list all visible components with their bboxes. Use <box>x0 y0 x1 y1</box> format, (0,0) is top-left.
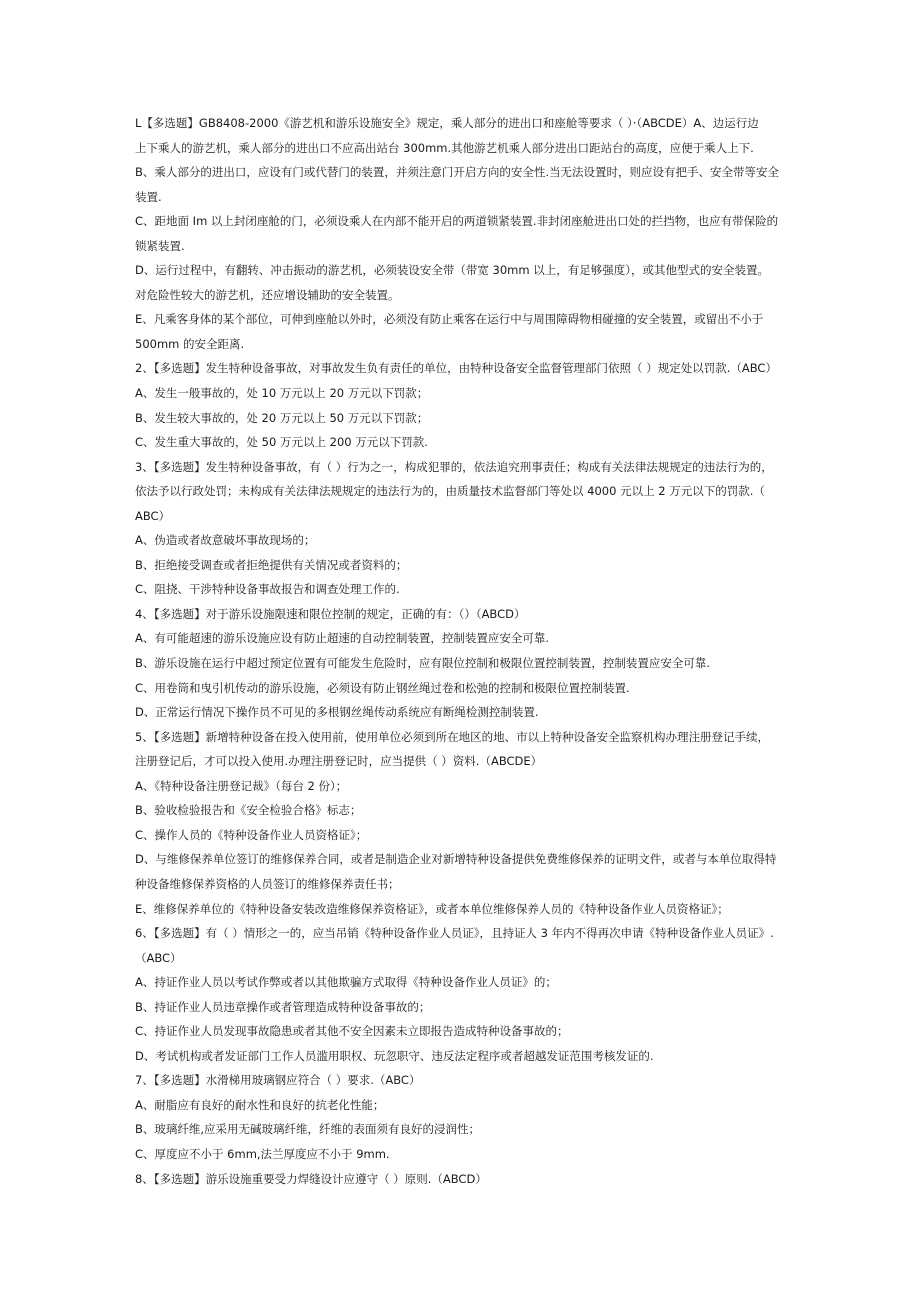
text-line: D、与维修保养单位签订的维修保养合同，或者是制造企业对新增特种设备提供免费维修保养的证明文件，或者与本单位取得特 <box>135 852 777 867</box>
text-line: C、阻挠、干涉特种设备事故报告和调查处理工作的. <box>135 582 400 597</box>
text-line: C、持证作业人员发现事故隐患或者其他不安全因素未立即报告造成特种设备事故的； <box>135 1024 569 1039</box>
text-line: 3、【多选题】发生特种设备事故，有（ ）行为之一，构成犯罪的，依法追究刑事责任；构成有关法律法规规定的违法行为的， <box>135 459 773 474</box>
text-line: E、凡乘客身体的某个部位，可伸到座舱以外时，必须没有防止乘客在运行中与周围障碍物相碰撞的安全装置，或留出不小于 <box>135 312 764 327</box>
text-line: E、维修保养单位的《特种设备安装改造维修保养资格证》，或者本单位维修保养人员的《特种设备作业人员资格证》； <box>135 901 729 916</box>
text-line: L【多选题】GB8408-2000《游艺机和游乐设施安全》规定，乘人部分的进出口和座舱等要求（ ）·（ABCDE）A、边运行边 <box>135 116 759 130</box>
text-line: A、发生一般事故的，处 10 万元以上 20 万元以下罚款； <box>135 386 429 401</box>
document-body <box>135 111 795 1191</box>
text-line: B、乘人部分的进出口，应设有门或代替门的装置，并须注意门开启方向的安全性.当无法设置时，则应设有把手、安全带等安全 <box>135 165 780 180</box>
text-line: 对危险性较大的游艺机，还应增设辅助的安全装置。 <box>135 287 400 302</box>
text-line: 8、【多选题】游乐设施重要受力焊缝设计应遵守（ ）原则.（ABCD） <box>135 1171 487 1186</box>
text-line: B、发生较大事故的，处 20 万元以上 50 万元以下罚款； <box>135 410 429 425</box>
text-line: A、《特种设备注册登记裁》（每台 2 份）； <box>135 778 348 793</box>
text-line: 依法予以行政处罚；未构成有关法律法规规定的违法行为的，由质量技术监督部门等处以 4000 元以上 2 万元以下的罚款.（ <box>135 484 765 499</box>
text-line: D、运行过程中，有翻转、冲击振动的游艺机，必须装设安全带（带宽 30mm 以上，有足够强度），或其他型式的安全装置。 <box>135 263 769 278</box>
text-line: 装置. <box>135 189 162 204</box>
text-line: ABC） <box>135 508 171 523</box>
text-line: B、持证作业人员违章操作或者管理造成特种设备事故的； <box>135 999 431 1014</box>
text-line: A、持证作业人员以考试作弊或者以其他欺骗方式取得《特种设备作业人员证》的； <box>135 975 557 990</box>
text-line: 注册登记后，才可以投入使用.办理注册登记时，应当提供（ ）资料.（ABCDE） <box>135 754 543 769</box>
text-line: 6、【多选题】有（ ）情形之一的，应当吊销《特种设备作业人员证》，且持证人 3 年内不得再次申请《特种设备作业人员证》. <box>135 926 774 941</box>
text-line: 锁紧装置. <box>135 238 185 253</box>
text-line: B、游乐设施在运行中超过预定位置有可能发生危险时，应有限位控制和极限位置控制装置，控制装置应安全可靠. <box>135 656 711 671</box>
text-line: 5、【多选题】新增特种设备在投入使用前，使用单位必须到所在地区的地、市以上特种设备安全监察机构办理注册登记手续， <box>135 729 770 744</box>
text-line: C、厚度应不小于 6mm,法兰厚度应不小于 9mm. <box>135 1146 390 1161</box>
text-line: A、耐脂应有良好的耐水性和良好的抗老化性能； <box>135 1097 385 1112</box>
text-line: B、验收检验报告和《安全检验合格》标志； <box>135 803 362 818</box>
text-line: （ABC） <box>135 950 182 965</box>
text-line: D、正常运行情况下操作员不可见的多根钢丝绳传动系统应有断绳检测控制装置. <box>135 705 539 720</box>
text-line: C、发生重大事故的，处 50 万元以上 200 万元以下罚款. <box>135 435 428 450</box>
text-line: 种设备维修保养资格的人员签订的维修保养责任书； <box>135 876 400 891</box>
text-line: C、操作人员的《特种设备作业人员资格证》； <box>135 827 368 842</box>
text-line: C、距地面 Im 以上封闭座舱的门，必须设乘人在内部不能开启的两道锁紧装置.非封闭座舱进出口处的拦挡物，也应有带保险的 <box>135 214 779 229</box>
text-line: C、用卷筒和曳引机传动的游乐设施，必须设有防止钢丝绳过卷和松弛的控制和极限位置控制装置. <box>135 680 630 695</box>
text-line: A、有可能超速的游乐设施应设有防止超速的自动控制装置，控制装置应安全可靠. <box>135 631 550 646</box>
text-line: 500mm 的安全距离. <box>135 336 245 351</box>
text-line: B、拒绝接受调查或者拒绝提供有关情况或者资料的； <box>135 557 408 572</box>
text-line: 2、【多选题】发生特种设备事故，对事故发生负有责任的单位，由特种设备安全监督管理部门依照（ ）规定处以罚款.（ABC） <box>135 361 777 376</box>
text-line: A、伪造或者故意破坏事故现场的； <box>135 533 316 548</box>
text-line: 4、【多选题】对于游乐设施限速和限位控制的规定，正确的有：（）（ABCD） <box>135 606 526 621</box>
text-line: B、玻璃纤维,应采用无碱玻璃纤维，纤维的表面须有良好的浸润性； <box>135 1122 481 1137</box>
text-line: 7、【多选题】水滑梯用玻璃钢应符合（ ）要求.（ABC） <box>135 1073 421 1088</box>
text-line: 上下乘人的游艺机，乘人部分的进出口不应高出站台 300mm.其他游艺机乘人部分进出口距站台的高度，应便于乘人上下. <box>135 140 754 155</box>
text-line: D、考试机构或者发证部门工作人员滥用职权、玩忽职守、违反法定程序或者超越发证范围考核发证的. <box>135 1048 654 1063</box>
